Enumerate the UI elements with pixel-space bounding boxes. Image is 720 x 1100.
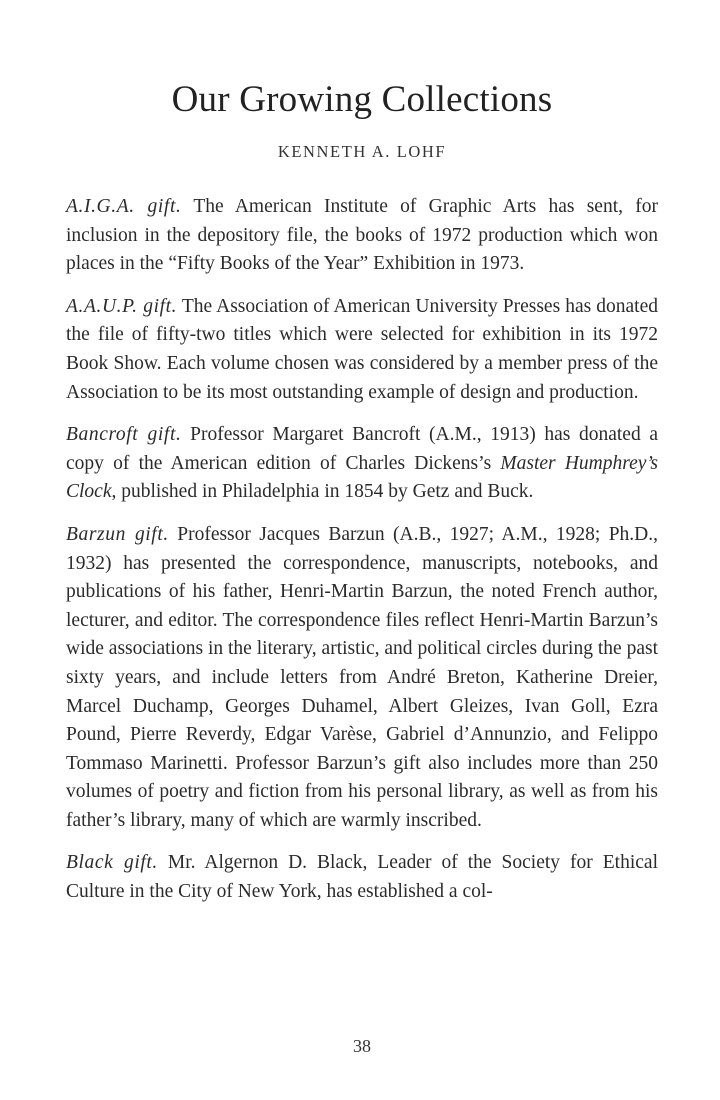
entry-black-gift xyxy=(66,849,658,906)
entry-label: A.I.G.A. gift. xyxy=(66,196,182,217)
entry-label: A.A.U.P. gift. xyxy=(66,295,178,317)
book-title: Master Humphrey’s Clock xyxy=(66,452,658,503)
entry-label: Bancroft gift. xyxy=(66,424,182,446)
page-number: 38 xyxy=(353,1036,371,1056)
entry-text: The American Institute of Graphic Arts has sent, for inclusion in the depository file, the books of 1972 production which won places in the “Fifty Books of the Year” Exhibition in 1973. xyxy=(66,196,658,275)
entry-text: Professor Jacques Barzun (A.B., 1927; A.M., 1928; Ph.D., 1932) has presented the correspondence, manuscripts, notebooks, and publications of his father, Henri-Martin Barzun, the noted French author, lecturer, and editor. The correspondence files reflect Henri-Martin Barzun’s wide associations in the literary, artistic, and political circles during the past sixty years, and include letters from André Breton, Katherine Dreier, Marcel Duchamp, Georges Duhamel, Albert Gleizes, Ivan Goll, Ezra Pound, Pierre Reverdy, Edgar Varèse, Gabriel d’Annunzio, and Felippo Tommaso Marinetti. Professor Barzun’s gift also includes more than 250 volumes of poetry and fiction from his personal library, as well as from his father’s library, many of which are warmly inscribed. xyxy=(66,523,658,831)
page-title: Our Growing Collections xyxy=(171,79,553,120)
entry-aiga-gift xyxy=(66,193,658,279)
author-byline: KENNETH A. LOHF xyxy=(277,142,447,161)
entry-barzun-gift xyxy=(66,521,658,836)
gift-entries xyxy=(66,193,658,921)
entry-bancroft-gift xyxy=(66,421,658,507)
entry-label: Barzun gift. xyxy=(66,523,169,545)
entry-label: Black gift. xyxy=(66,852,158,874)
entry-text: Professor Margaret Bancroft (A.M., 1913) has donated a copy of the American edition of Charles Dickens’s xyxy=(66,424,659,474)
entry-text: Mr. Algernon D. Black, Leader of the Society for Ethical Culture in the City of New York, has established a col- xyxy=(66,852,658,903)
entry-aaup-gift xyxy=(66,293,658,407)
entry-text-continued: , published in Philadelphia in 1854 by Getz and Buck. xyxy=(111,481,534,503)
entry-text: The Association of American University Presses has donated the file of fifty-two titles which were selected for exhibition in its 1972 Book Show. Each volume chosen was considered by a member press of the Association to be its most outstanding example of design and production. xyxy=(66,295,658,403)
document-page xyxy=(66,0,658,1100)
